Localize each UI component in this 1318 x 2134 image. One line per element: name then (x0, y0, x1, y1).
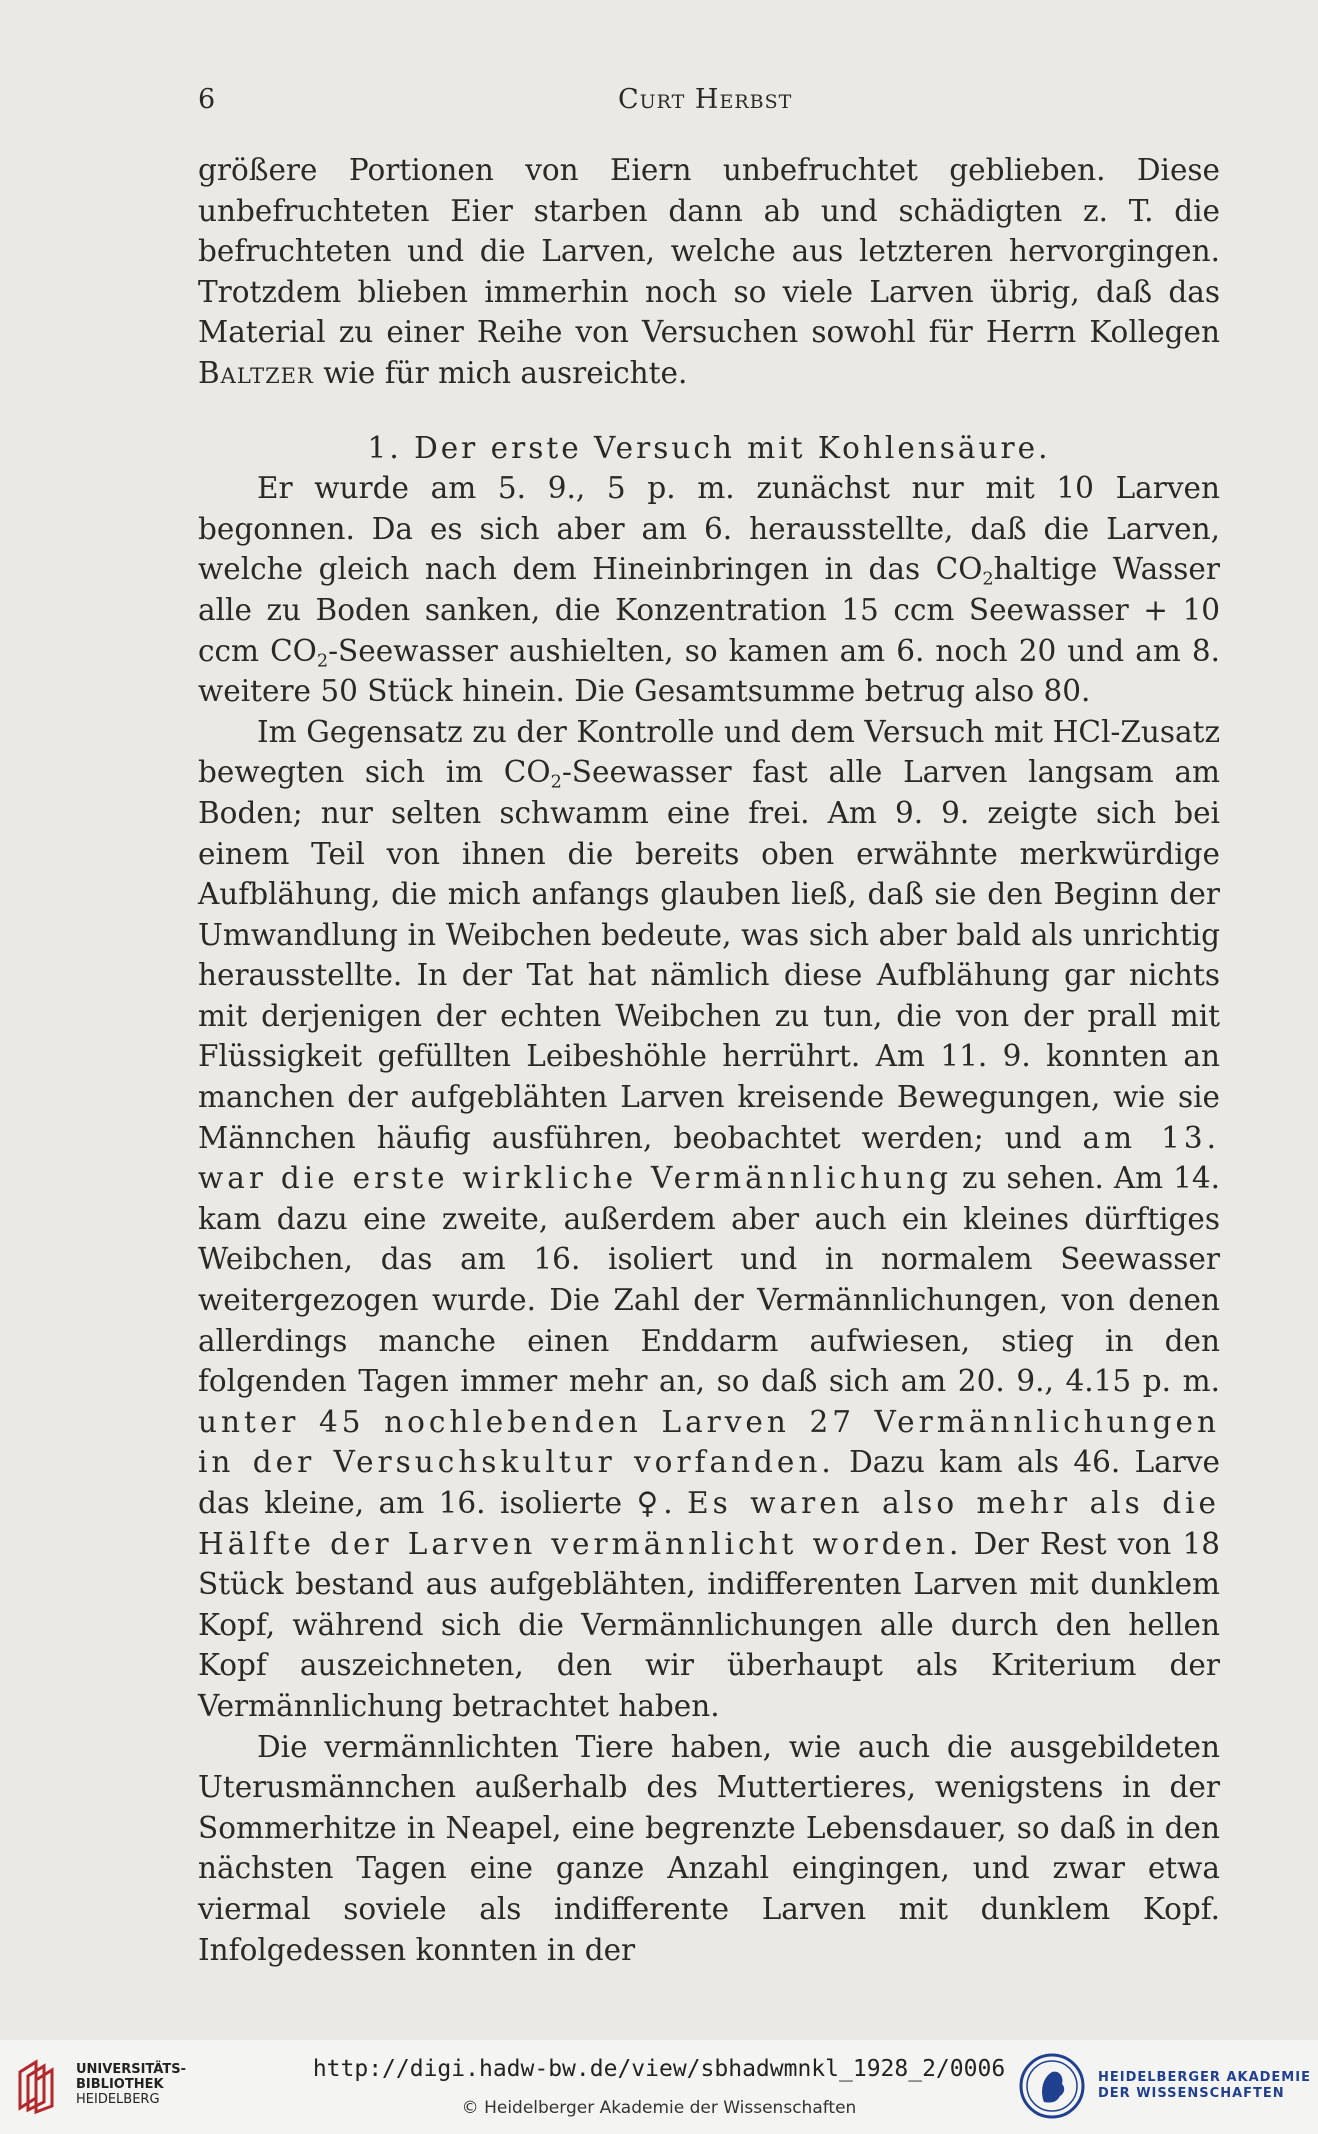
permalink-url[interactable]: http://digi.hadw-bw.de/view/sbhadwmnkl_1928_2/0006 (312, 2056, 1006, 2082)
text-run: wie für mich ausreichte. (313, 355, 688, 390)
body-text (198, 150, 1220, 1970)
text-run: Im Gegensatz zu der Kontrolle und dem Versuch mit HCl-Zusatz bewegten sich im CO (198, 714, 1220, 790)
academy-name-line: HEIDELBERGER AKADEMIE (1098, 2070, 1311, 2085)
text-run: Die vermännlichten Tiere haben, wie auch die ausgebildeten Uterusmännchen außerhalb des Muttertieres, wenigstens in der Sommerhitze in Neapel, eine begrenzte Lebensdauer, so daß in den nächsten Tagen eine ganze Anzahl eingingen, und zwar etwa viermal soviele als indifferente Larven mit dunklem Kopf. Infolgedessen konnten in der (198, 1729, 1220, 1967)
copyright-notice: © Heidelberger Akademie der Wissenschaften (461, 2098, 857, 2118)
subscript: 2 (982, 569, 994, 590)
small-caps-name: Baltzer (198, 355, 314, 390)
subscript: 2 (316, 650, 329, 671)
paragraph (198, 150, 1220, 394)
text-run: größere Portionen von Eiern unbefruchtet geblieben. Diese unbefruchteten Eier starben dann ab und schädigten z. T. die befruchteten und die Larven, welche aus letzteren hervorgingen. Trotzdem blieben immerhin noch so viele Larven übrig, daß das Material zu einer Reihe von Versuchen sowohl für Herrn Kollegen (198, 153, 1220, 350)
text-run: haltige Wasser alle zu Boden sanken, die Konzentration 15 ccm Seewasser + 10 ccm CO (198, 552, 1220, 668)
library-name-line: UNIVERSITÄTS- (76, 2062, 186, 2077)
paragraph (198, 1727, 1220, 1971)
subscript: 2 (550, 772, 562, 793)
running-head (198, 84, 1218, 124)
footer-bar (0, 2040, 1318, 2134)
academy-name (1098, 2070, 1311, 2102)
text-run: Er wurde am 5. 9., 5 p. m. zunächst nur mit 10 Larven begonnen. Da es sich aber am 6. herausstellte, daß die Larven, welche gleich nach dem Hineinbringen in das CO (198, 471, 1220, 587)
text-run: Der Rest von 18 Stück bestand aus aufgeblähten, indifferenten Larven mit dunklem Kopf, während sich die Vermännlichungen alle durch den hellen Kopf auszeichneten, den wir überhaupt als Kriterium der Vermännlichung betrachtet haben. (198, 1526, 1220, 1723)
spaced-emphasis: am 13. war die erste wirkliche Vermännlichung (198, 1120, 1220, 1196)
spaced-emphasis: Es waren also mehr als die Hälfte der Larven vermännlicht worden. (198, 1486, 1220, 1561)
section-heading (198, 428, 1220, 469)
paragraph (198, 468, 1220, 712)
spaced-emphasis: unter 45 nochlebenden Larven 27 Vermännlichungen in der Versuchskultur vorfanden. (198, 1404, 1220, 1480)
text-run: 1. Der erste Versuch mit Kohlensäure. (367, 430, 1051, 465)
running-head-author: Curt Herbst (618, 84, 793, 115)
library-name-line: HEIDELBERG (76, 2092, 160, 2107)
paragraph (198, 712, 1220, 1727)
academy-seal-icon (1018, 2052, 1086, 2120)
text-run: -Seewasser fast alle Larven langsam am Boden; nur selten schwamm eine frei. Am 9. 9. zeigte sich bei einem Teil von ihnen die bereits oben erwähnte merkwürdige Aufblähung, die mich anfangs glauben ließ, daß sie den Beginn der Umwandlung in Weibchen bedeute, was sich aber bald als unrichtig herausstellte. In der Tat hat nämlich diese Aufblähung gar nichts mit derjenigen der echten Weibchen zu tun, die von der prall mit Flüssigkeit gefüllten Leibeshöhle herrührt. Am 11. 9. konnten an manchen der aufgeblähten Larven kreisende Bewegungen, wie sie Männchen häufig ausführen, beobachtet werden; und (198, 755, 1220, 1155)
library-name-line: BIBLIOTHEK (76, 2077, 164, 2092)
academy-name-line: DER WISSENSCHAFTEN (1098, 2086, 1285, 2101)
page-number: 6 (198, 84, 216, 115)
text-run: -Seewasser aushielten, so kamen am 6. noch 20 und am 8. weitere 50 Stück hinein. Die Gesamtsumme betrug also 80. (198, 633, 1220, 709)
text-run: Dazu kam als 46. Larve das kleine, am 16. isolierte ♀. (198, 1445, 1220, 1520)
text-run: zu sehen. Am 14. kam dazu eine zweite, außerdem aber auch ein kleines dürftiges Weibchen, das am 16. isoliert und in normalem Seewasser weitergezogen wurde. Die Zahl der Vermännlichungen, von denen allerdings manche einen Enddarm aufwiesen, stieg in den folgenden Tagen immer mehr an, so daß sich am 20. 9., 4.15 p. m. (198, 1161, 1220, 1399)
